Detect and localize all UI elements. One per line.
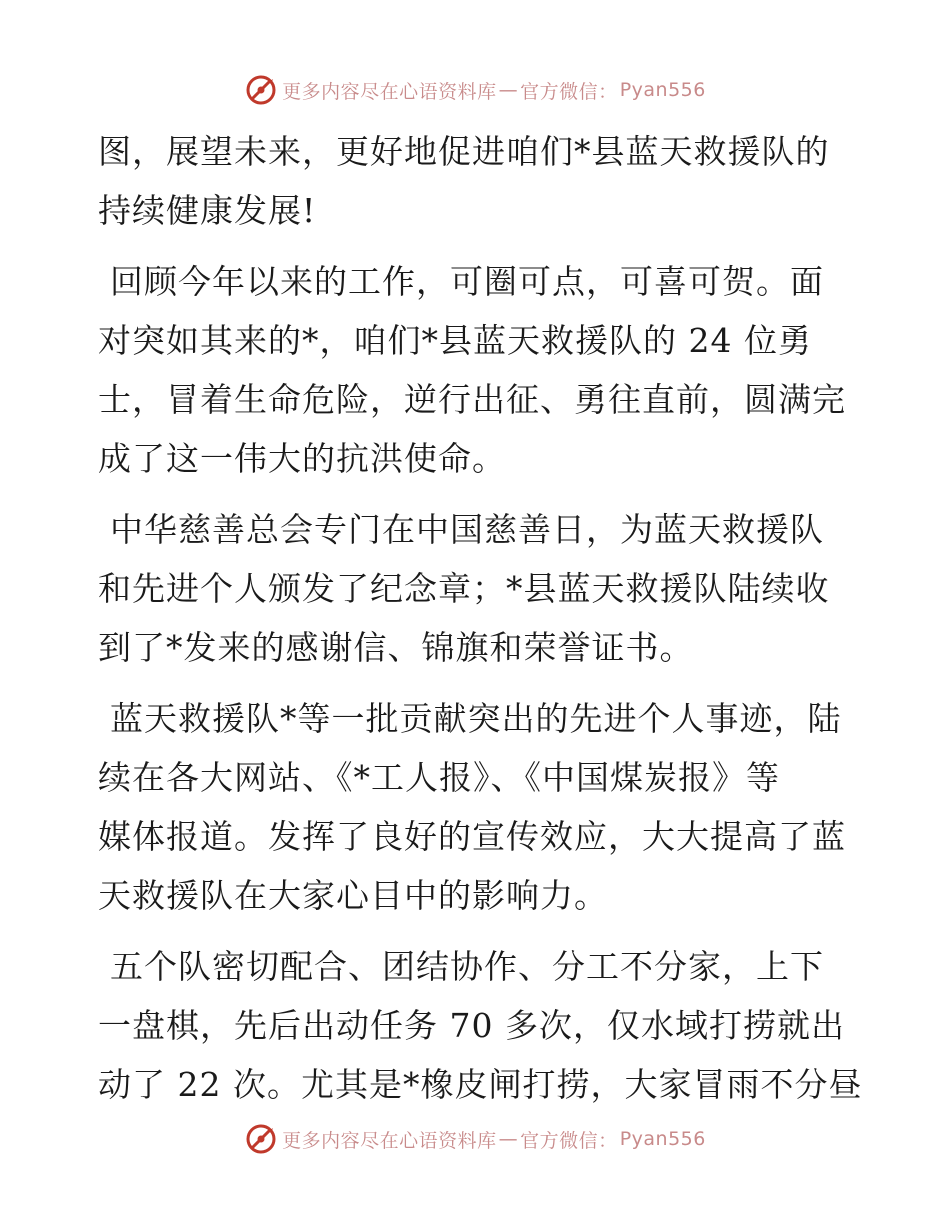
watermark-separator: — [498,1128,519,1150]
footer-watermark [0,1119,950,1159]
text-line: 动了 22 次。尤其是*橡皮闸打捞，大家冒雨不分昼 [98,1065,863,1104]
text-line: 五个队密切配合、团结协作、分工不分家，上下 [110,947,824,986]
watermark-separator: — [498,79,519,101]
text-line: 和先进个人颁发了纪念章；*县蓝天救援队陆续收 [98,569,830,608]
watermark-text: 更多内容尽在心语资料库 [282,1129,497,1152]
paragraph [98,252,858,488]
quill-logo-icon [244,73,278,107]
quill-logo-icon [244,1122,278,1156]
paragraph [98,122,858,240]
watermark-wechat-id: Pyan556 [619,1128,706,1150]
paragraph [98,500,858,677]
text-line: 一盘棋，先后出动任务 70 多次，仅水域打捞就出 [98,1006,845,1045]
text-line: 蓝天救援队*等一批贡献突出的先进个人事迹，陆 [110,699,842,738]
text-line: 成了这一伟大的抗洪使命。 [98,439,506,478]
watermark-wechat-id: Pyan556 [619,79,706,101]
document-body [98,122,863,1114]
text-line: 图，展望未来，更好地促进咱们*县蓝天救援队的 [98,132,830,171]
text-line: 到了*发来的感谢信、锦旗和荣誉证书。 [98,628,694,667]
watermark-text: 更多内容尽在心语资料库 [282,80,497,103]
text-line: 持续健康发展! [98,191,317,230]
text-line: 士，冒着生命危险，逆行出征、勇往直前，圆满完 [98,380,846,419]
watermark-wechat-label: 官方微信： [520,1129,618,1152]
paragraph [98,937,863,1114]
text-line: 中华慈善总会专门在中国慈善日，为蓝天救援队 [110,510,824,549]
text-line: 续在各大网站、《*工人报》、《中国煤炭报》等 [98,758,780,797]
text-line: 回顾今年以来的工作，可圈可点，可喜可贺。面 [110,262,824,301]
text-line: 媒体报道。发挥了良好的宣传效应，大大提高了蓝 [98,817,846,856]
watermark-wechat-label: 官方微信： [520,80,618,103]
paragraph [98,689,858,925]
text-line: 对突如其来的*，咱们*县蓝天救援队的 24 位勇 [98,321,812,360]
header-watermark [0,70,950,110]
text-line: 天救援队在大家心目中的影响力。 [98,876,608,915]
